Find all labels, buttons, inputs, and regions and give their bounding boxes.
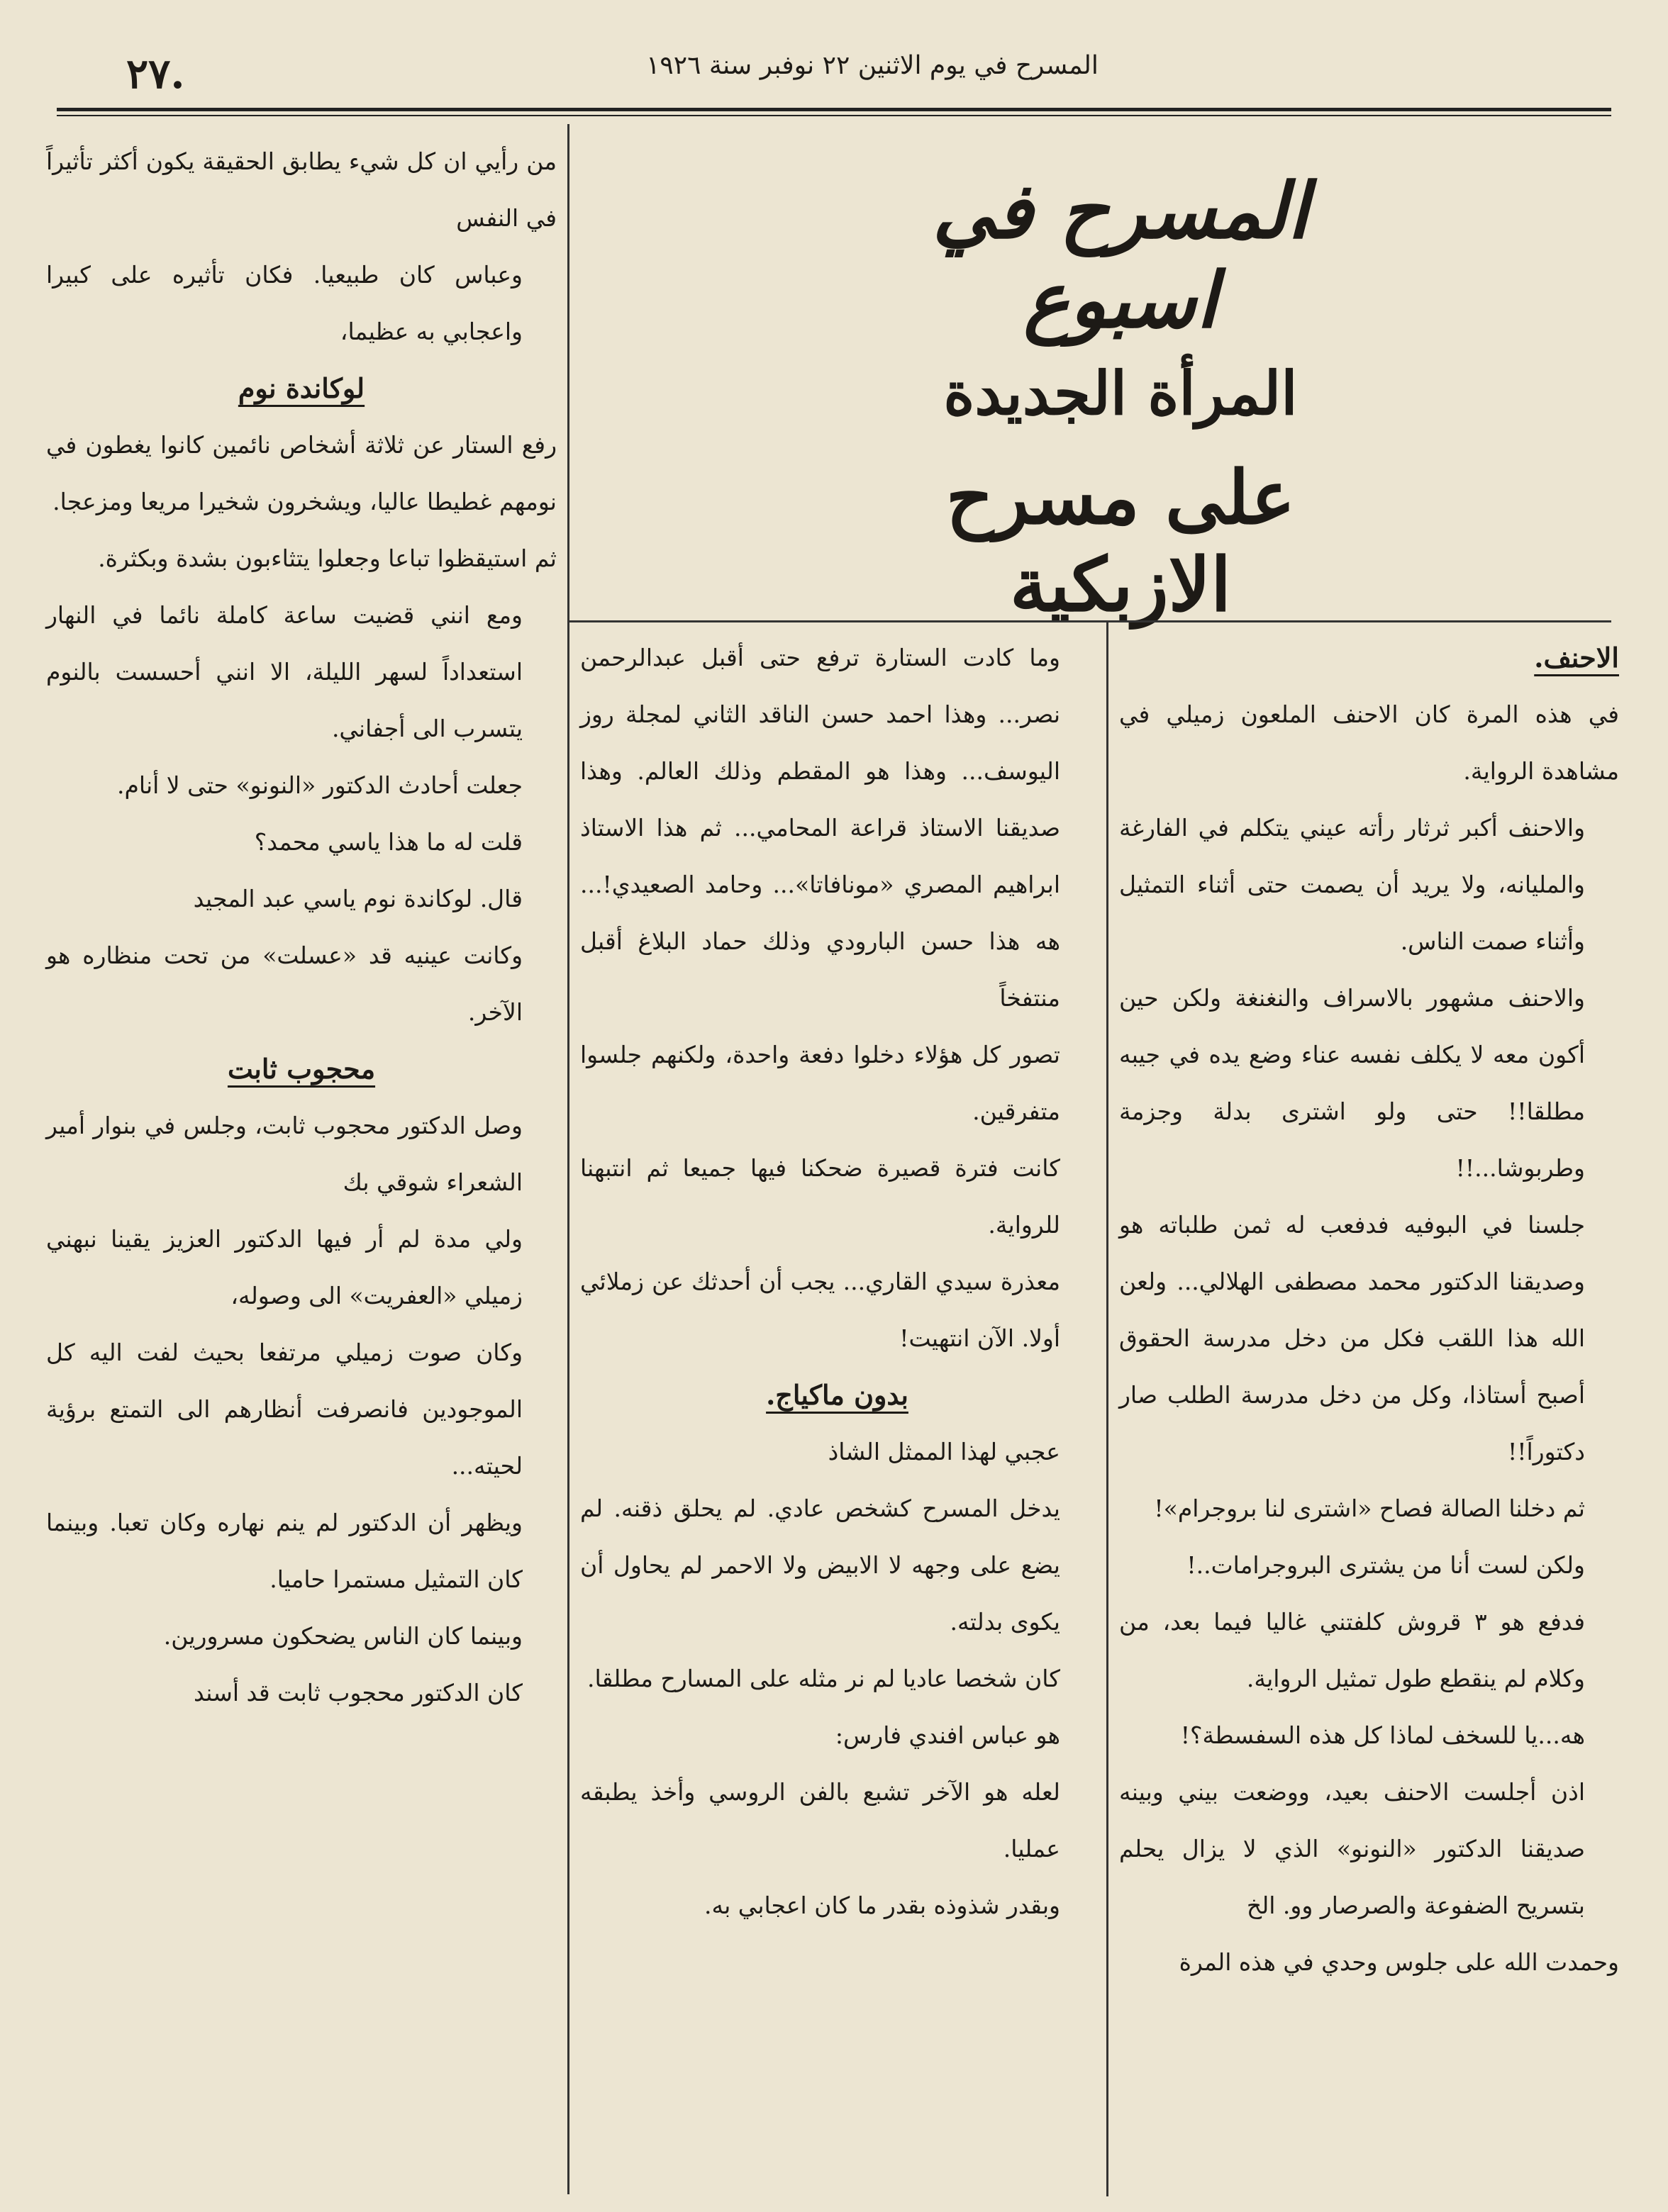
paragraph: جلسنا في البوفيه فدفعب له ثمن طلباته هو وصديقنا الدكتور محمد مصطفى الهلالي... ولعن الله هذا اللقب فكل من دخل مدرسة الحقوق أصبح أستاذا، وكل من دخل مدرسة الطلب صار دكتوراً!!: [1119, 1211, 1585, 1465]
paragraph: وبقدر شذوذه بقدر ما كان اعجابي به.: [704, 1892, 1060, 1919]
running-head: المسرح في يوم الاثنين ٢٢ نوفبر سنة ١٩٢٦: [646, 51, 1099, 80]
paragraph: اذن أجلست الاحنف بعيد، ووضعت بيني وبينه صديقنا الدكتور «النونو» الذي لا يزال يحلم بتسريح الضفوعة والصرصار وو. الخ: [1119, 1778, 1585, 1919]
paragraph: وعباس كان طبيعيا. فكان تأثيره على كبيرا واعجابي به عظيما،: [46, 261, 523, 345]
header-rule-thin: [57, 115, 1611, 116]
column-divider-right: [1106, 622, 1108, 2196]
paragraph: والاحنف مشهور بالاسراف والنغنغة ولكن حين أكون معه لا يكلف نفسه عناء وضع يده في جيبه مطلقا!! حتى ولو اشترى بدلة وجزمة وطربوشا...!!: [1119, 984, 1585, 1182]
paragraph: قلت له ما هذا ياسي محمد؟: [254, 828, 523, 856]
paragraph: عجبي لهذا الممثل الشاذ: [828, 1438, 1060, 1465]
paragraph: من رأيي ان كل شيء يطابق الحقيقة يكون أكثر تأثيراً في النفس: [46, 147, 557, 232]
paragraph: وحمدت الله على جلوس وحدي في هذه المرة: [1179, 1948, 1619, 1976]
paragraph: وبينما كان الناس يضحكون مسرورين.: [163, 1622, 523, 1650]
paragraph: وما كادت الستارة ترفع حتى أقبل عبدالرحمن نصر... وهذا احمد حسن الناقد الثاني لمجلة روز اليوسف... وهذا هو المقطم وذلك العالم. وهذا صديقنا الاستاذ قراعة المحامي... ثم هذا الاستاذ ابراهيم المصري «مونافاتا»... وحامد الصعيدي!... هه هذا حسن البارودي وذلك حماد البلاغ أقبل منتفخاً: [580, 644, 1060, 1012]
paragraph: كانت فترة قصيرة ضحكنا فيها جميعا ثم انتبهنا للرواية.: [580, 1154, 1060, 1239]
column-divider-left: [567, 124, 569, 2194]
column-right: [1119, 630, 1619, 1991]
paragraph: كان الدكتور محجوب ثابت قد أسند: [193, 1679, 523, 1707]
paragraph: يدخل المسرح كشخص عادي. لم يحلق ذقنه. لم يضع على وجهه لا الابيض ولا الاحمر لم يحاول أن يكوى بدلته.: [580, 1495, 1060, 1636]
paragraph: ولكن لست أنا من يشترى البروجرامات..!: [1186, 1551, 1585, 1579]
article-subtitle-2: على مسرح الازبكية: [945, 454, 1296, 628]
column-middle: [580, 630, 1094, 1934]
paragraph: وكانت عينيه قد «عسلت» من تحت منظاره هو الآخر.: [46, 942, 523, 1026]
paragraph: وكان صوت زميلي مرتفعا بحيث لفت اليه كل الموجودين فانصرفت أنظارهم الى التمتع برؤية لحيته...: [46, 1339, 523, 1480]
paragraph: قال. لوكاندة نوم ياسي عبد المجيد: [193, 885, 523, 912]
paragraph: هو عباس افندي فارس:: [835, 1721, 1060, 1749]
paragraph: والاحنف أكبر ثرثار رأته عيني يتكلم في الفارغة والمليانه، ولا يريد أن يصمت حتى أثناء التمثيل وأثناء صمت الناس.: [1119, 814, 1585, 955]
section-title-lokanda-nom: لوكاندة نوم: [238, 372, 365, 404]
paragraph: ومع انني قضيت ساعة كاملة نائما في النهار استعداداً لسهر الليلة، الا انني أحسست بالنوم يتسرب الى أجفاني.: [46, 601, 523, 742]
paragraph: ويظهر أن الدكتور لم ينم نهاره وكان تعبا. وبينما كان التمثيل مستمرا حاميا.: [46, 1509, 523, 1593]
paragraph: فدفع هو ٣ قروش كلفتني غاليا فيما بعد، من وكلام لم ينقطع طول تمثيل الرواية.: [1119, 1608, 1585, 1692]
header-rule: [57, 108, 1611, 111]
paragraph: معذرة سيدي القاري... يجب أن أحدثك عن زملائي أولا. الآن انتهيت!: [580, 1268, 1060, 1352]
paragraph: ثم استيقظوا تباعا وجعلوا يتثاءبون بشدة وبكثرة.: [98, 544, 557, 572]
title-underline-rule: [569, 620, 1611, 622]
column-left: [46, 133, 557, 1721]
section-title-ahnaf: الاحنف.: [1534, 642, 1619, 674]
page-number: ٢٧.: [126, 50, 185, 98]
paragraph: في هذه المرة كان الاحنف الملعون زميلي في مشاهدة الرواية.: [1119, 700, 1619, 785]
paragraph: لعله هو الآخر تشبع بالفن الروسي وأخذ يطبقه عمليا.: [580, 1778, 1060, 1862]
article-title: المسرح في اسبوع: [932, 167, 1309, 345]
article-subtitle-1: المرأة الجديدة: [943, 358, 1298, 428]
paragraph: ثم دخلنا الصالة فصاح «اشترى لنا بروجرام»!: [1154, 1495, 1585, 1522]
paragraph: تصور كل هؤلاء دخلوا دفعة واحدة، ولكنهم جلسوا متفرقين.: [580, 1041, 1060, 1125]
section-title-mahgoub-thabet: محجوب ثابت: [227, 1053, 376, 1085]
paragraph: ولي مدة لم أر فيها الدكتور العزيز يقينا نبهني زميلي «العفريت» الى وصوله،: [46, 1225, 523, 1309]
paragraph: وصل الدكتور محجوب ثابت، وجلس في بنوار أمير الشعراء شوقي بك: [46, 1112, 523, 1196]
paragraph: كان شخصا عاديا لم نر مثله على المسارح مطلقا.: [587, 1665, 1060, 1692]
paragraph: هه...يا للسخف لماذا كل هذه السفسطة؟!: [1180, 1721, 1585, 1749]
paragraph: جعلت أحادث الدكتور «النونو» حتى لا أنام.: [116, 771, 523, 799]
section-title-bedun-makiyaj: بدون ماكياج.: [766, 1379, 908, 1411]
paragraph: رفع الستار عن ثلاثة أشخاص نائمين كانوا يغطون في نومهم غطيطا عاليا، ويشخرون شخيرا مريعا ومزعجا.: [46, 431, 557, 515]
